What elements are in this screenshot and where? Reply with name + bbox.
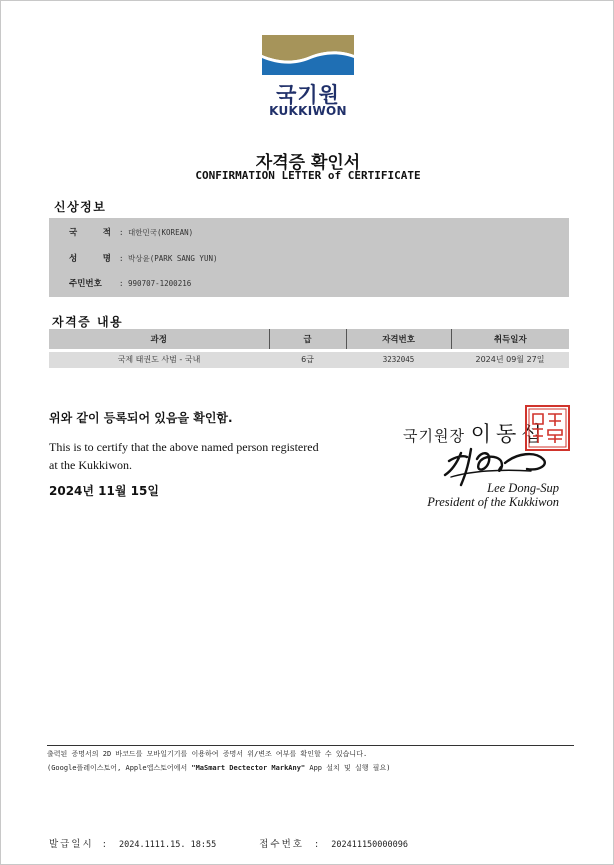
nationality-label-part: 국 bbox=[69, 228, 78, 238]
nationality-value: : 대한민국(KOREAN) bbox=[119, 227, 194, 237]
president-title-en: President of the Kukkiwon bbox=[427, 495, 559, 509]
name-label-part: 성 bbox=[69, 254, 78, 264]
certificate-heading: 자격증 내용 bbox=[52, 315, 124, 329]
table-row bbox=[49, 350, 569, 368]
app-notice-suffix: App 설치 및 실행 필요) bbox=[305, 764, 391, 772]
personal-info-heading: 신상정보 bbox=[54, 200, 107, 214]
logo-english-text: KUKKIWON bbox=[269, 104, 347, 118]
table-header-row bbox=[49, 329, 569, 350]
president-name-kr: 이동섭 bbox=[470, 422, 547, 446]
name-label-part: 명 bbox=[102, 254, 111, 264]
nationality-label-part: 적 bbox=[102, 228, 111, 238]
issue-date-label: 발급일시 bbox=[49, 839, 94, 850]
name-value: : 박상윤(PARK SANG YUN) bbox=[119, 253, 218, 263]
colon-separator: : bbox=[315, 839, 319, 850]
issue-date-value: 2024.1111.15. 18:55 bbox=[118, 840, 217, 850]
app-install-notice bbox=[47, 763, 390, 773]
receipt-label: 접수번호 bbox=[259, 839, 304, 850]
id-number-value: : 990707-1200216 bbox=[119, 278, 192, 288]
kukkiwon-logo bbox=[258, 31, 358, 118]
column-header-number: 자격번호 bbox=[346, 329, 451, 350]
issue-meta bbox=[49, 836, 408, 850]
name-label bbox=[69, 252, 111, 264]
column-header-course: 과정 bbox=[49, 329, 269, 350]
name-row bbox=[49, 245, 569, 271]
id-number-label: 주민번호 bbox=[69, 279, 102, 289]
document-title: 자격증 확인서 bbox=[255, 153, 361, 173]
confirmation-english: This is to certify that the above named person registered at the Kukkiwon. bbox=[49, 440, 319, 472]
president-title-kr: 국기원장 bbox=[403, 427, 465, 445]
app-name: "MaSmart Dectector MarkAny" bbox=[191, 764, 306, 772]
personal-info-box bbox=[49, 218, 569, 297]
confirmation-date: 2024년 11월 15일 bbox=[49, 484, 159, 498]
id-number-row bbox=[49, 270, 569, 296]
cert-number-cell: 3232045 bbox=[346, 350, 451, 368]
document-subtitle: CONFIRMATION LETTER of CERTIFICATE bbox=[195, 169, 421, 182]
nationality-row bbox=[49, 219, 569, 245]
kukkiwon-emblem-icon bbox=[258, 31, 358, 79]
column-header-grade: 급 bbox=[269, 329, 346, 350]
nationality-label bbox=[69, 226, 111, 238]
receipt-value: 202411150000096 bbox=[331, 840, 408, 850]
barcode-notice: 출력된 증명서의 2D 바코드를 모바일기기를 이용하여 증명서 위/변조 여부를 확인할 수 있습니다. bbox=[47, 750, 368, 758]
grade-cell: 6급 bbox=[269, 350, 346, 368]
app-notice-prefix: (Google플레이스토어, Apple앱스토어에서 bbox=[47, 764, 192, 772]
acquired-date-cell: 2024년 09월 27일 bbox=[451, 350, 569, 368]
course-cell: 국제 태권도 사범 - 국내 bbox=[49, 350, 269, 368]
confirmation-korean: 위와 같이 등록되어 있음을 확인함. bbox=[49, 411, 233, 425]
logo-korean-text: 국기원 bbox=[276, 83, 340, 107]
footer-divider bbox=[47, 745, 574, 746]
colon-separator: : bbox=[102, 839, 106, 850]
certificate-table bbox=[49, 329, 569, 368]
column-header-date: 취득일자 bbox=[451, 329, 569, 350]
president-name-en: Lee Dong-Sup bbox=[487, 481, 559, 495]
